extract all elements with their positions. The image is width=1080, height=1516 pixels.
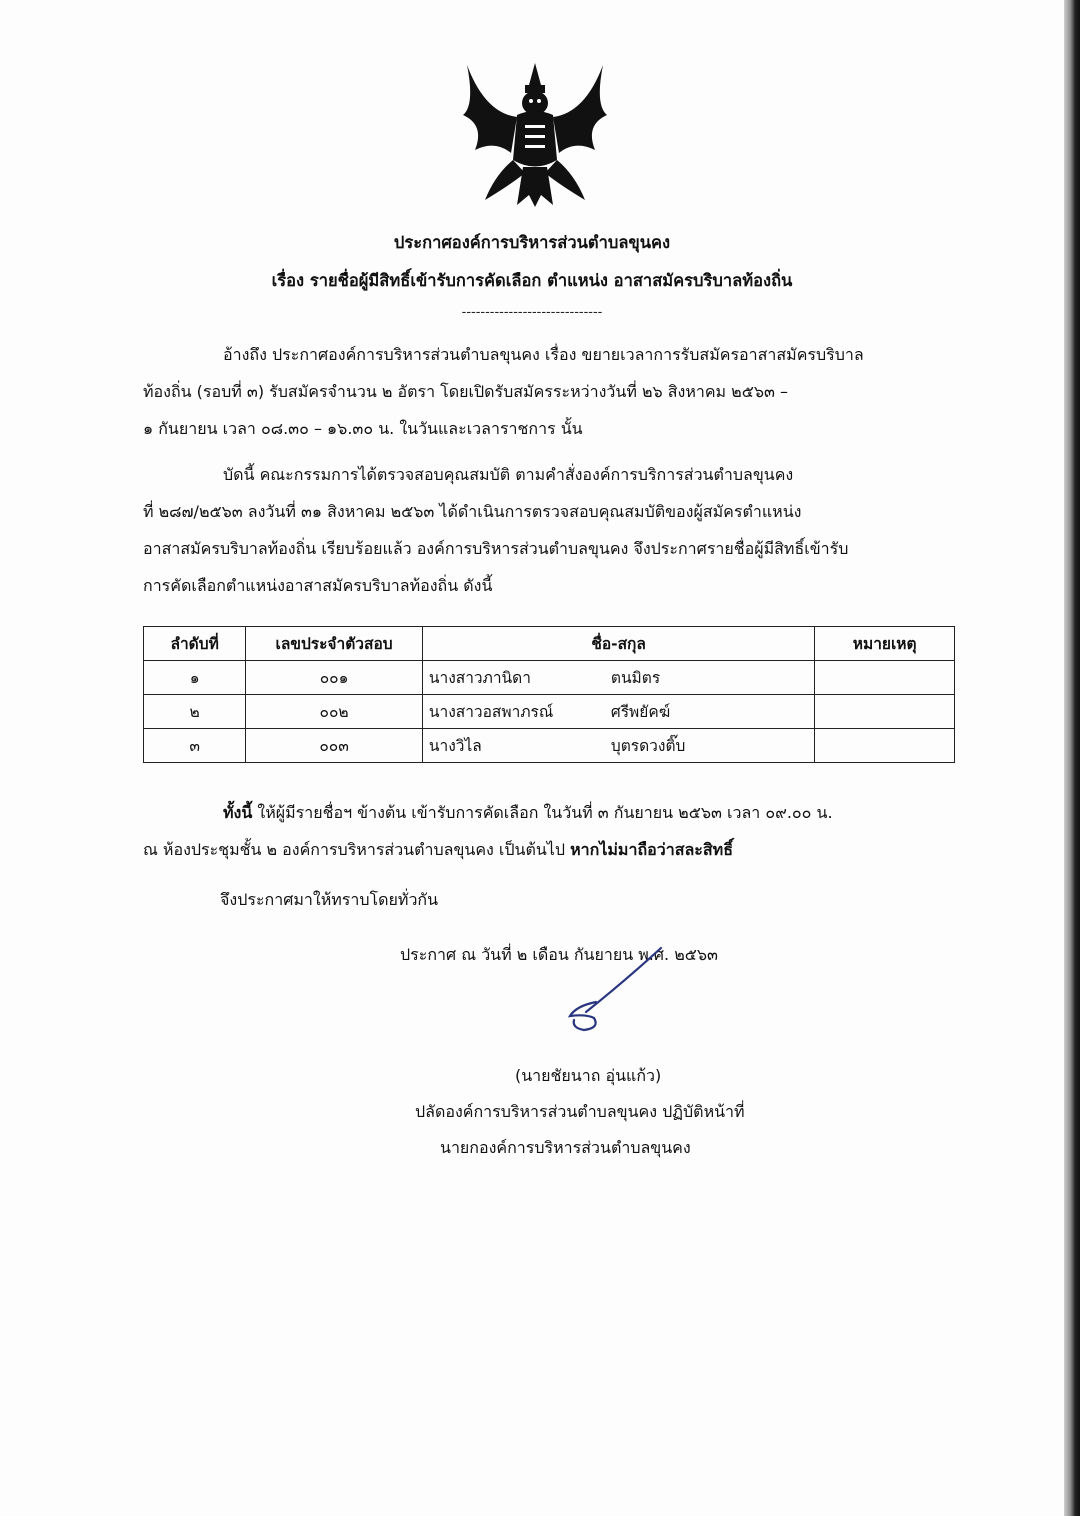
cell-exam-id: ๐๐๑ [246,661,423,695]
cell-name [422,661,814,695]
paragraph-text: ให้ผู้มีรายชื่อฯ ข้างต้น เข้ารับการคัดเลือก ในวันที่ ๓ กันยายน ๒๕๖๓ เวลา ๐๙.๐๐ น. [252,803,833,822]
paragraph-line: ๑ กันยายน เวลา ๐๘.๓๐ – ๑๖.๓๐ น. ในวันและเวลาราชการ นั้น [143,419,583,438]
title-divider: ------------------------------ [461,305,603,320]
header-no: ลำดับที่ [144,627,246,661]
first-name: นางสาวภานิดา [428,669,531,687]
cell-note [815,729,955,763]
paragraph-line [143,794,955,831]
cell-note [815,695,955,729]
header-exam-id: เลขประจำตัวสอบ [246,627,423,661]
signatory-position-line2: นายกองค์การบริหารส่วนตำบลขุนคง [440,1138,691,1157]
cell-exam-id: ๐๐๒ [246,695,423,729]
cell-no: ๒ [144,695,246,729]
announcement-title: ประกาศองค์การบริหารส่วนตำบลขุนคง [393,233,671,252]
first-name: นางสาวอสพาภรณ์ [428,703,554,721]
announcement-date: ประกาศ ณ วันที่ ๒ เดือน กันยายน พ.ศ. ๒๕๖๓ [400,945,718,964]
paragraph-line: อ้างถึง ประกาศองค์การบริหารส่วนตำบลขุนคง เรื่อง ขยายเวลาการรับสมัครอาสาสมัครบริบาล [223,345,864,364]
schedule-paragraph [143,794,955,868]
cell-name [422,695,814,729]
header-note: หมายเหตุ [815,627,955,661]
announcement-subject: เรื่อง รายชื่อผู้มีสิทธิ์เข้ารับการคัดเลือก ตำแหน่ง อาสาสมัครบริบาลท้องถิ่น [271,271,793,290]
last-name: ศรีพยัคฆ์ [610,703,671,721]
cell-name [422,729,814,763]
table-header-row [144,627,955,661]
emphasis-text: หากไม่มาถือว่าสละสิทธิ์ [570,840,733,859]
table-row [144,729,955,763]
first-name: นางวิไล [428,737,482,755]
cell-no: ๓ [144,729,246,763]
paragraph-text: ณ ห้องประชุมชั้น ๒ องค์การบริหารส่วนตำบลขุนคง เป็นต้นไป [143,840,571,859]
cell-no: ๑ [144,661,246,695]
header-name: ชื่อ-สกุล [422,627,814,661]
paragraph-line: ที่ ๒๘๗/๒๕๖๓ ลงวันที่ ๓๑ สิงหาคม ๒๕๖๓ ได้ดำเนินการตรวจสอบคุณสมบัติของผู้สมัครตำแหน่ง [143,502,802,521]
paragraph-line: บัดนี้ คณะกรรมการได้ตรวจสอบคุณสมบัติ ตามคำสั่งองค์การบริการส่วนตำบลขุนคง [223,465,794,484]
table-row [144,695,955,729]
paragraph-line: การคัดเลือกตำแหน่งอาสาสมัครบริบาลท้องถิ่น ดังนี้ [143,576,493,595]
last-name: บุตรดวงติ๊บ [610,737,686,755]
candidates-table [143,626,955,763]
scan-edge-shadow [1064,0,1080,1516]
paragraph-line: อาสาสมัครบริบาลท้องถิ่น เรียบร้อยแล้ว องค์การบริหารส่วนตำบลขุนคง จึงประกาศรายชื่อผู้มีสิทธิ์เข้ารับ [143,539,849,558]
last-name: ตนมิตร [610,669,661,687]
table-row [144,661,955,695]
result-paragraph [143,456,955,604]
emphasis-text: ทั้งนี้ [223,803,253,822]
paragraph-line: ท้องถิ่น (รอบที่ ๓) รับสมัครจำนวน ๒ อัตรา โดยเปิดรับสมัครระหว่างวันที่ ๒๖ สิงหาคม ๒๕๖๓ – [143,382,789,401]
paragraph-line [143,831,955,868]
garuda-emblem-icon [455,55,615,215]
closing-line: จึงประกาศมาให้ทราบโดยทั่วกัน [220,890,439,909]
signatory-name: (นายชัยนาถ อุ่นแก้ว) [515,1066,662,1085]
signatory-position-line1: ปลัดองค์การบริหารส่วนตำบลขุนคง ปฏิบัติหน้าที่ [415,1102,745,1121]
cell-note [815,661,955,695]
cell-exam-id: ๐๐๓ [246,729,423,763]
signature-scribble [556,940,666,1040]
reference-paragraph [143,336,955,447]
